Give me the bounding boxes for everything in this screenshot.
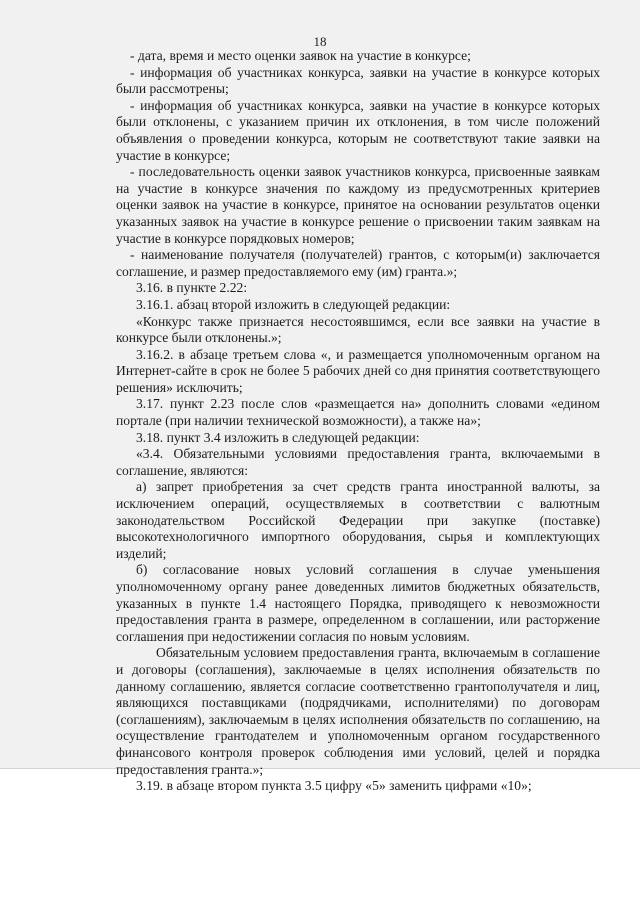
clause-3-18: 3.18. пункт 3.4 изложить в следующей редакции:	[136, 429, 420, 445]
list-item-date: - дата, время и место оценки заявок на участие в конкурсе;	[130, 48, 471, 63]
condition-b: б) согласование новых условий соглашения в случае уменьшения уполномоченному органу ранее доведенных лимитов бюджетных обязательств, указанных в пункте 1.4 настоящего Порядка, приводящего к невозможности предоставления гранта в размере, определенном в соглашении, или расторжение соглашения при недостижении согласия по новым условиям.	[116, 562, 600, 644]
quote-3-4: «3.4. Обязательными условиями предоставления гранта, включаемыми в соглашение, являются:	[116, 446, 600, 478]
clause-3-17: 3.17. пункт 2.23 после слов «размещается на» дополнить словами «едином портале (при наличии технической возможности), а также на»;	[116, 396, 600, 429]
mandatory-condition: Обязательным условием предоставления гранта, включаемым в соглашение и договоры (соглашения), заключаемые в целях исполнения обязательств по данному соглашению, является согласие соответственно грантополучателя и лиц, являющихся поставщиками (подрядчиками, исполнителями) по договорам (соглашениям), заключаемым в целях исполнения обязательств по соглашению, на осуществление грантодателем и уполномоченным органом государственного финансового контроля проверок соблюдения ими условий, целей и порядка предоставления гранта.»;	[116, 645, 600, 777]
list-item-sequence: - последовательность оценки заявок участников конкурса, присвоенные заявкам на участие в конкурсе значения по каждому из предусмотренных критериев оценки заявок на участие в конкурсе, принятое на основании результатов оценки указанных заявок на участие в конкурсе решение о присвоении таким заявкам на участие в конкурсе порядковых номеров;	[116, 164, 600, 246]
list-item-rejected: - информация об участниках конкурса, заявки на участие в конкурсе которых были отклонены, с указанием причин их отклонения, в том числе положений объявления о проведении конкурса, которым не соответствуют такие заявки на участие в конкурсе;	[116, 97, 600, 163]
condition-a: а) запрет приобретения за счет средств гранта иностранной валюты, за исключением операций, осуществляемых в соответствии с валютным законодательством Российской Федерации при закупке (поставке) высокотехнологичного импортного оборудования, сырья и комплектующих изделий;	[116, 479, 600, 561]
list-item-reviewed: - информация об участниках конкурса, заявки на участие в конкурсе которых были рассмотрены;	[116, 64, 600, 97]
list-item-recipient: - наименование получателя (получателей) грантов, с которым(и) заключается соглашение, и размер предоставляемого ему (им) гранта.»;	[116, 247, 600, 279]
clause-3-19: 3.19. в абзаце втором пункта 3.5 цифру «5» заменить цифрами «10»;	[136, 778, 532, 794]
page-number: 18	[313, 34, 327, 49]
document-body	[116, 48, 600, 795]
clause-3-16: 3.16. в пункте 2.22:	[136, 280, 248, 296]
clause-3-16-2: 3.16.2. в абзаце третьем слова «, и размещается уполномоченным органом на Интернет-сайте в срок не более 5 рабочих дней со дня принятия соответствующего решения» исключить;	[116, 346, 600, 395]
clause-3-16-1: 3.16.1. абзац второй изложить в следующей редакции:	[136, 296, 451, 312]
quote-contest-failed: «Конкурс также признается несостоявшимся, если все заявки на участие в конкурсе были отклонены.»;	[116, 313, 600, 346]
